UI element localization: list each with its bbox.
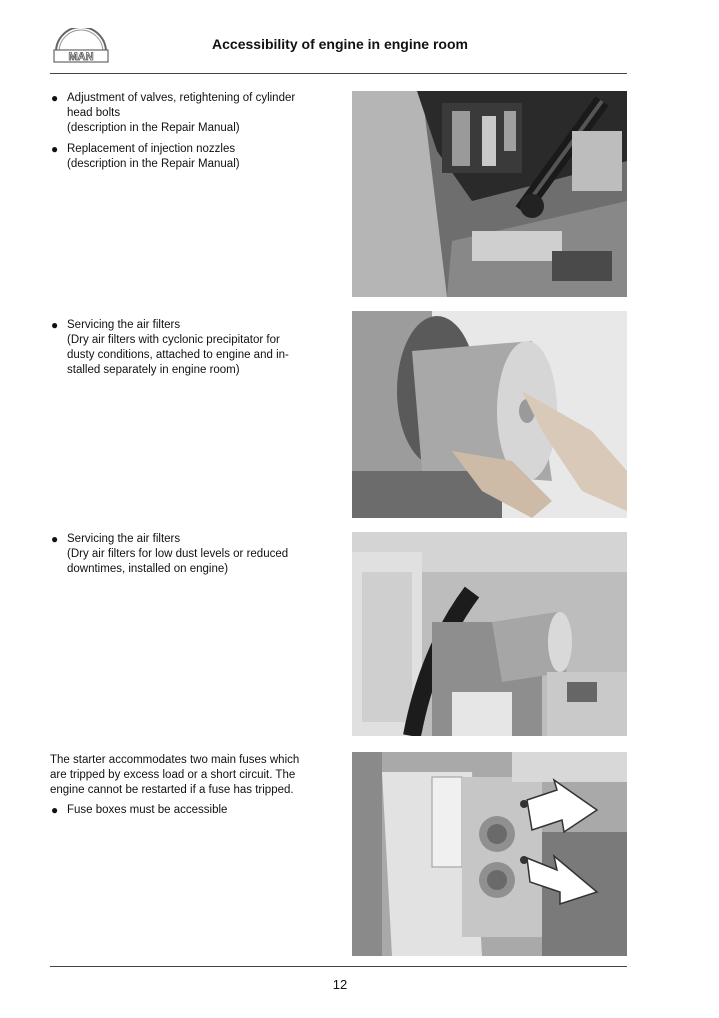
section-air-filter-cyclonic	[50, 318, 335, 384]
bullet-dot: ●	[51, 91, 59, 105]
page-title: Accessibility of engine in engine room	[212, 36, 468, 52]
logo-text: MAN	[68, 51, 94, 63]
man-logo	[50, 28, 112, 64]
bullet-note: dusty conditions, attached to engine and in-	[67, 349, 289, 361]
list-item	[50, 532, 335, 577]
photo-cylinder-head	[352, 91, 627, 297]
fuse-paragraph	[50, 753, 335, 798]
photo-fuse-boxes	[352, 752, 627, 956]
bullet-text: Adjustment of valves, retightening of cylinder	[67, 92, 296, 104]
bullet-dot: ●	[51, 142, 59, 156]
bullet-dot: ●	[51, 532, 59, 546]
footer-divider	[50, 966, 627, 967]
list-item	[50, 318, 335, 378]
section-air-filter-engine	[50, 532, 335, 583]
list-item	[50, 142, 335, 172]
bullet-note: (description in the Repair Manual)	[67, 122, 240, 134]
section-starter-fuses	[50, 753, 335, 824]
bullet-dot: ●	[51, 803, 59, 817]
bullet-text: head bolts	[67, 107, 121, 119]
bullet-text: Fuse boxes must be accessible	[67, 804, 228, 816]
header-divider	[50, 73, 627, 74]
photo-air-filter-removal	[352, 311, 627, 518]
bullet-note: downtimes, installed on engine)	[67, 563, 229, 575]
list-item	[50, 803, 335, 818]
section-valves	[50, 91, 335, 178]
bullet-text: Servicing the air filters	[67, 319, 181, 331]
bullet-text: Servicing the air filters	[67, 533, 181, 545]
bullet-note: (Dry air filters with cyclonic precipitator for	[67, 334, 280, 346]
paragraph-line: The starter accommodates two main fuses which	[50, 754, 300, 766]
paragraph-line: are tripped by excess load or a short circuit. The	[50, 769, 296, 781]
paragraph-line: engine cannot be restarted if a fuse has tripped.	[50, 784, 294, 796]
bullet-text: Replacement of injection nozzles	[67, 143, 236, 155]
bullet-note: (Dry air filters for low dust levels or reduced	[67, 548, 289, 560]
photo-air-filter-on-engine	[352, 532, 627, 736]
bullet-note: stalled separately in engine room)	[67, 364, 240, 376]
bullet-note: (description in the Repair Manual)	[67, 158, 240, 170]
list-item	[50, 91, 335, 136]
page-number: 12	[332, 977, 348, 992]
bullet-dot: ●	[51, 318, 59, 332]
